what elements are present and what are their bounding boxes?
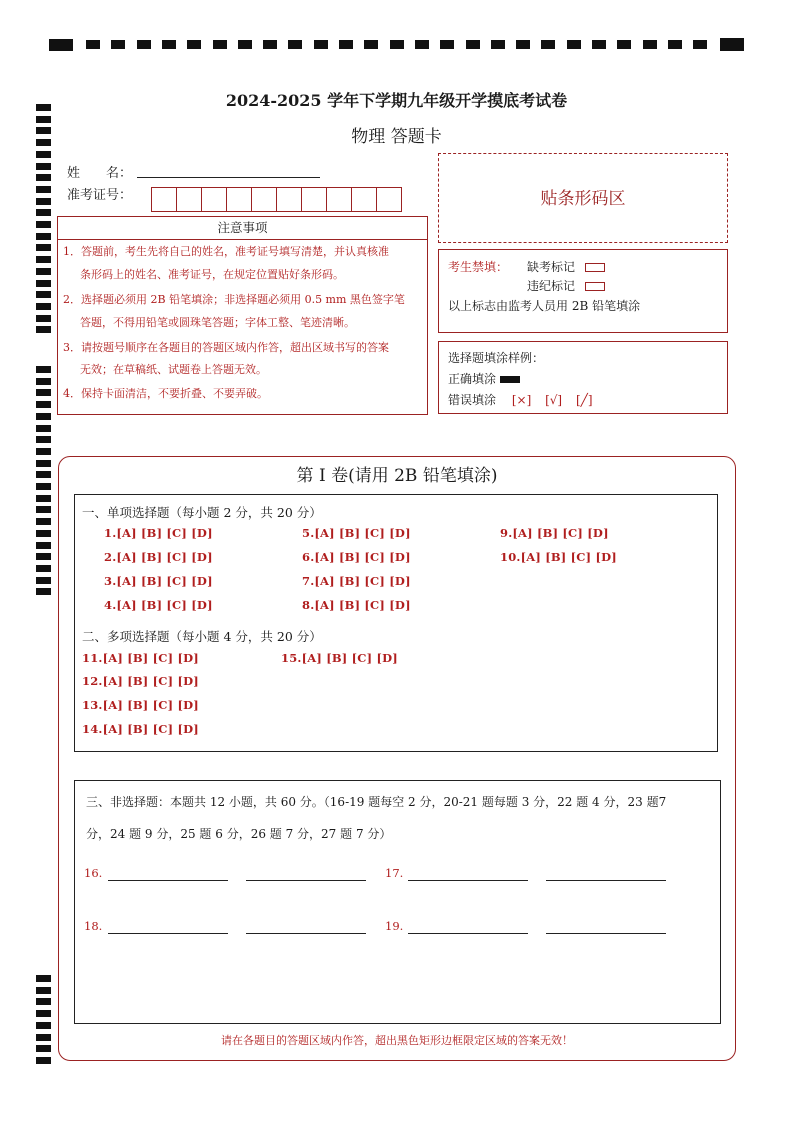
timing-mark [111,40,125,49]
question-7[interactable]: 7.[A] [B] [C] [D] [302,574,411,588]
timing-mark [36,163,51,170]
timing-mark [36,588,51,595]
timing-mark [36,366,51,373]
timing-mark [617,40,631,49]
exam-id-cell[interactable] [151,187,177,212]
timing-mark [162,40,176,49]
timing-mark [668,40,682,49]
timing-mark [36,975,51,982]
timing-mark [36,326,51,333]
question-3[interactable]: 3.[A] [B] [C] [D] [104,574,213,588]
part3-instructions-1: 三、非选择题：本题共 12 小题，共 60 分。（16-19 题每空 2 分，20-21 题每题 3 分，22 题 4 分，23 题7 [86,795,667,809]
timing-mark [137,40,151,49]
timing-mark [415,40,429,49]
answer-16-blank-1[interactable] [108,880,228,881]
timing-mark [36,518,51,525]
timing-mark [36,471,51,478]
timing-mark [36,460,51,467]
exam-id-cell[interactable] [326,187,352,212]
timing-mark [36,413,51,420]
timing-mark [36,436,51,443]
timing-mark [36,268,51,275]
question-6[interactable]: 6.[A] [B] [C] [D] [302,550,411,564]
exam-id-cell[interactable] [276,187,302,212]
answer-17-blank-1[interactable] [408,880,528,881]
correct-fill [448,370,520,387]
barcode-area [438,153,728,243]
timing-mark [36,389,51,396]
timing-mark [36,530,51,537]
violation-mark[interactable] [527,277,605,294]
timing-mark [36,186,51,193]
timing-mark [541,40,555,49]
violation-label: 违纪标记 [527,279,576,293]
wrong-fill [448,391,593,408]
exam-id-cell[interactable] [376,187,402,212]
timing-mark [36,303,51,310]
question-10[interactable]: 10.[A] [B] [C] [D] [500,550,617,564]
absent-mark[interactable] [527,258,605,275]
timing-mark [643,40,657,49]
question-5[interactable]: 5.[A] [B] [C] [D] [302,526,411,540]
timing-mark [36,401,51,408]
wrong-fill-label: 错误填涂 [448,393,497,407]
answer-17-label: 17. [385,866,404,880]
single-choice-heading: 一、单项选择题（每小题 2 分，共 20 分） [82,505,322,520]
notice-line-7: 4．保持卡面清洁，不要折叠、不要弄破。 [63,387,268,400]
timing-mark [36,233,51,240]
exam-title: 2024-2025 学年下学期九年级开学摸底考试卷 [225,91,568,110]
question-12[interactable]: 12.[A] [B] [C] [D] [82,674,199,688]
answer-18-blank-2[interactable] [246,933,366,934]
timing-mark [36,506,51,513]
answer-16-label: 16. [84,866,103,880]
timing-mark [440,40,454,49]
question-1[interactable]: 1.[A] [B] [C] [D] [104,526,213,540]
notice-heading: 注意事项 [57,216,428,240]
footer-warning: 请在各题目的答题区域内作答，超出黑色矩形边框限定区域的答案无效！ [221,1034,573,1047]
timing-mark [36,1010,51,1017]
timing-mark [390,40,404,49]
proctor-note: 以上标志由监考人员用 2B 铅笔填涂 [448,299,641,313]
violation-checkbox[interactable] [585,282,605,291]
timing-mark [36,1022,51,1029]
exam-id-cell[interactable] [251,187,277,212]
timing-mark [516,40,530,49]
notice-line-3: 2．选择题必须用 2B 铅笔填涂；非选择题必须用 0.5 mm 黑色签字笔 [63,293,405,306]
timing-mark [36,221,51,228]
exam-id-cell[interactable] [351,187,377,212]
timing-mark [36,378,51,385]
exam-id-cell[interactable] [201,187,227,212]
answer-18-label: 18. [84,919,103,933]
timing-mark [238,40,252,49]
timing-mark [86,40,100,49]
timing-mark [36,425,51,432]
answer-17-blank-2[interactable] [546,880,666,881]
timing-mark [36,1034,51,1041]
question-9[interactable]: 9.[A] [B] [C] [D] [500,526,609,540]
timing-mark [314,40,328,49]
exam-id-cell[interactable] [301,187,327,212]
timing-mark [36,553,51,560]
forbidden-label: 考生禁填： [448,260,509,274]
timing-mark [36,151,51,158]
timing-mark [720,38,744,51]
timing-mark [339,40,353,49]
correct-fill-label: 正确填涂 [448,372,497,386]
timing-mark [36,495,51,502]
timing-mark [36,987,51,994]
question-15[interactable]: 15.[A] [B] [C] [D] [281,651,398,665]
timing-mark [36,1045,51,1052]
timing-mark [36,577,51,584]
name-label: 姓 名： [67,166,133,181]
question-13[interactable]: 13.[A] [B] [C] [D] [82,698,199,712]
timing-mark [36,256,51,263]
multi-choice-heading: 二、多项选择题（每小题 4 分，共 20 分） [82,629,322,644]
notice-line-1: 1．答题前，考生先将自己的姓名，准考证号填写清楚，并认真核准 [63,245,389,258]
timing-mark [36,542,51,549]
timing-mark [49,39,73,51]
absent-label: 缺考标记 [527,260,576,274]
wrong-mark-cross: [×] [511,393,532,407]
timing-mark [36,565,51,572]
timing-mark [693,40,707,49]
wrong-mark-slash: [╱] [575,393,593,407]
timing-mark [36,1057,51,1064]
answer-19-label: 19. [385,919,404,933]
absent-checkbox[interactable] [585,263,605,272]
subject-title: 物理 答题卡 [351,127,442,147]
timing-mark [36,483,51,490]
exam-id-cell[interactable] [226,187,252,212]
question-8[interactable]: 8.[A] [B] [C] [D] [302,598,411,612]
timing-mark [36,280,51,287]
question-2[interactable]: 2.[A] [B] [C] [D] [104,550,213,564]
notice-line-6: 无效；在草稿纸、试题卷上答题无效。 [80,363,267,376]
answer-16-blank-2[interactable] [246,880,366,881]
exam-id-cells[interactable] [151,187,401,212]
timing-mark [491,40,505,49]
name-input[interactable] [137,177,320,178]
timing-mark [36,315,51,322]
question-4[interactable]: 4.[A] [B] [C] [D] [104,598,213,612]
timing-mark [36,291,51,298]
part3-instructions-2: 分，24 题 9 分，25 题 6 分，26 题 7 分，27 题 7 分） [86,827,392,841]
timing-mark [364,40,378,49]
timing-mark [36,209,51,216]
filled-example-icon [500,376,520,383]
barcode-label: 贴条形码区 [540,189,626,209]
non-choice-answer-box [74,780,721,1024]
timing-mark [592,40,606,49]
notice-line-5: 3．请按题号顺序在各题目的答题区域内作答，超出区域书写的答案 [63,341,389,354]
exam-id-cell[interactable] [176,187,202,212]
notice-line-4: 答题，不得用铅笔或圆珠笔答题；字体工整、笔迹清晰。 [80,316,355,329]
timing-mark [567,40,581,49]
timing-mark [263,40,277,49]
timing-mark [36,244,51,251]
timing-mark [213,40,227,49]
part1-title: 第 I 卷(请用 2B 铅笔填涂) [296,466,498,486]
timing-mark [36,198,51,205]
notice-line-2: 条形码上的姓名、准考证号，在规定位置贴好条形码。 [80,268,344,281]
answer-19-blank-1[interactable] [408,933,528,934]
fill-example-label: 选择题填涂样例： [448,351,545,365]
timing-mark [466,40,480,49]
wrong-mark-check: [√] [545,393,563,407]
question-14[interactable]: 14.[A] [B] [C] [D] [82,722,199,736]
answer-18-blank-1[interactable] [108,933,228,934]
timing-mark [36,448,51,455]
timing-mark [187,40,201,49]
exam-id-label: 准考证号： [67,188,133,203]
question-11[interactable]: 11.[A] [B] [C] [D] [82,651,199,665]
answer-19-blank-2[interactable] [546,933,666,934]
timing-mark [36,998,51,1005]
timing-mark [36,174,51,181]
timing-mark [288,40,302,49]
